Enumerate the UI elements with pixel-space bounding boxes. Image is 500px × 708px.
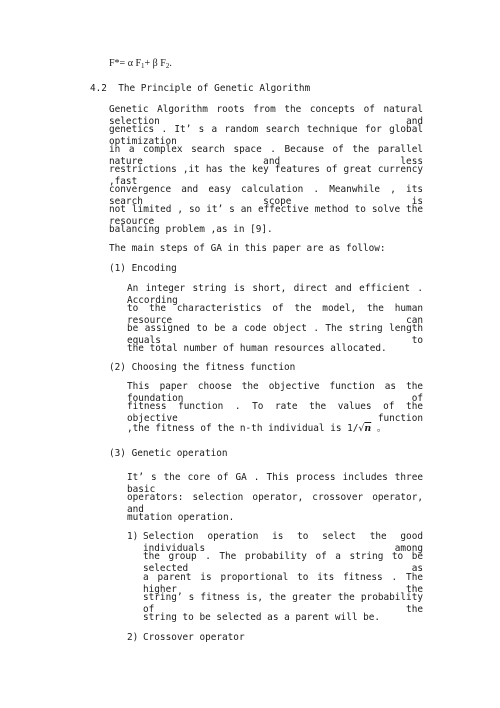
substep-1-line-3: a parent is proportional to its fitness . The higher the [143,572,423,595]
intro-line-1: Genetic Algorithm roots from the concepts of natural selection and [109,104,423,127]
formula-suffix: . [169,58,172,69]
substep-2-label: 2) [127,632,139,643]
section-number: 4.2 [90,83,107,94]
sqrt-n-symbol [358,423,371,434]
step-1-line-1: An integer string is short, direct and efficient . According [127,283,423,306]
substep-1-line-4: string’ s fitness is, the greater the probability of the [143,592,423,615]
step-2-line-2: fitness function . To rate the values of the objective function [127,401,423,424]
fitness-text: ,the fitness of the n-th individual is 1/ [127,423,359,434]
fitness-formula [109,58,172,72]
intro-line-5: convergence and easy calculation . Meanwhile , its search scope is [109,184,423,207]
intro-line-6: not limited , so it’ s an effective method to solve the resource [109,204,423,227]
step-3-line-3: mutation operation. [127,512,235,523]
intro-line-3: in a complex search space . Because of the parallel nature and less [109,144,423,167]
substep-2-line-1: Crossover operator [143,632,245,643]
formula-sub-1: 1 [141,62,145,70]
radical-sign: √ [358,423,365,434]
substep-1-line-2: the group . The probability of a string to be selected as [143,551,423,574]
substep-1-line-1: Selection operation is to select the good individuals among [143,531,423,554]
fitness-end-mark: 。 [376,423,387,434]
substep-1-line-5: string to be selected as a parent will be. [143,612,381,623]
step-2-label: (2) Choosing the fitness function [109,362,296,373]
substep-1-label: 1) [127,531,139,542]
step-3-label: (3) Genetic operation [109,448,228,459]
intro-line-4: restrictions ,it has the key features of great currency ,fast [109,164,423,187]
step-2-line-3 [127,423,386,435]
formula-sub-2: 2 [165,62,170,70]
formula-mid: + β F [144,58,166,69]
intro-line-7: balancing problem ,as in [9]. [109,224,273,235]
step-1-line-4: the total number of human resources allocated. [127,343,387,354]
formula-prefix: F*= α F [109,58,142,69]
steps-intro: The main steps of GA in this paper are as follow: [109,243,386,254]
step-1-label: (1) Encoding [109,263,177,274]
step-3-line-2: operators: selection operator, crossover operator, and [127,492,423,515]
step-3-line-1: It’ s the core of GA . This process includes three basic [127,472,423,495]
step-2-line-1: This paper choose the objective function as the foundation of [127,381,423,404]
radicand-n: n [364,423,372,434]
step-1-line-2: to the characteristics of the model, the human resource can [127,303,423,326]
intro-line-2: genetics . It’ s a random search technique for global optimization [109,124,423,147]
section-title: The Principle of Genetic Algorithm [118,83,311,94]
step-1-line-3: be assigned to be a code object . The string length equals to [127,323,423,346]
section-heading [90,83,310,95]
